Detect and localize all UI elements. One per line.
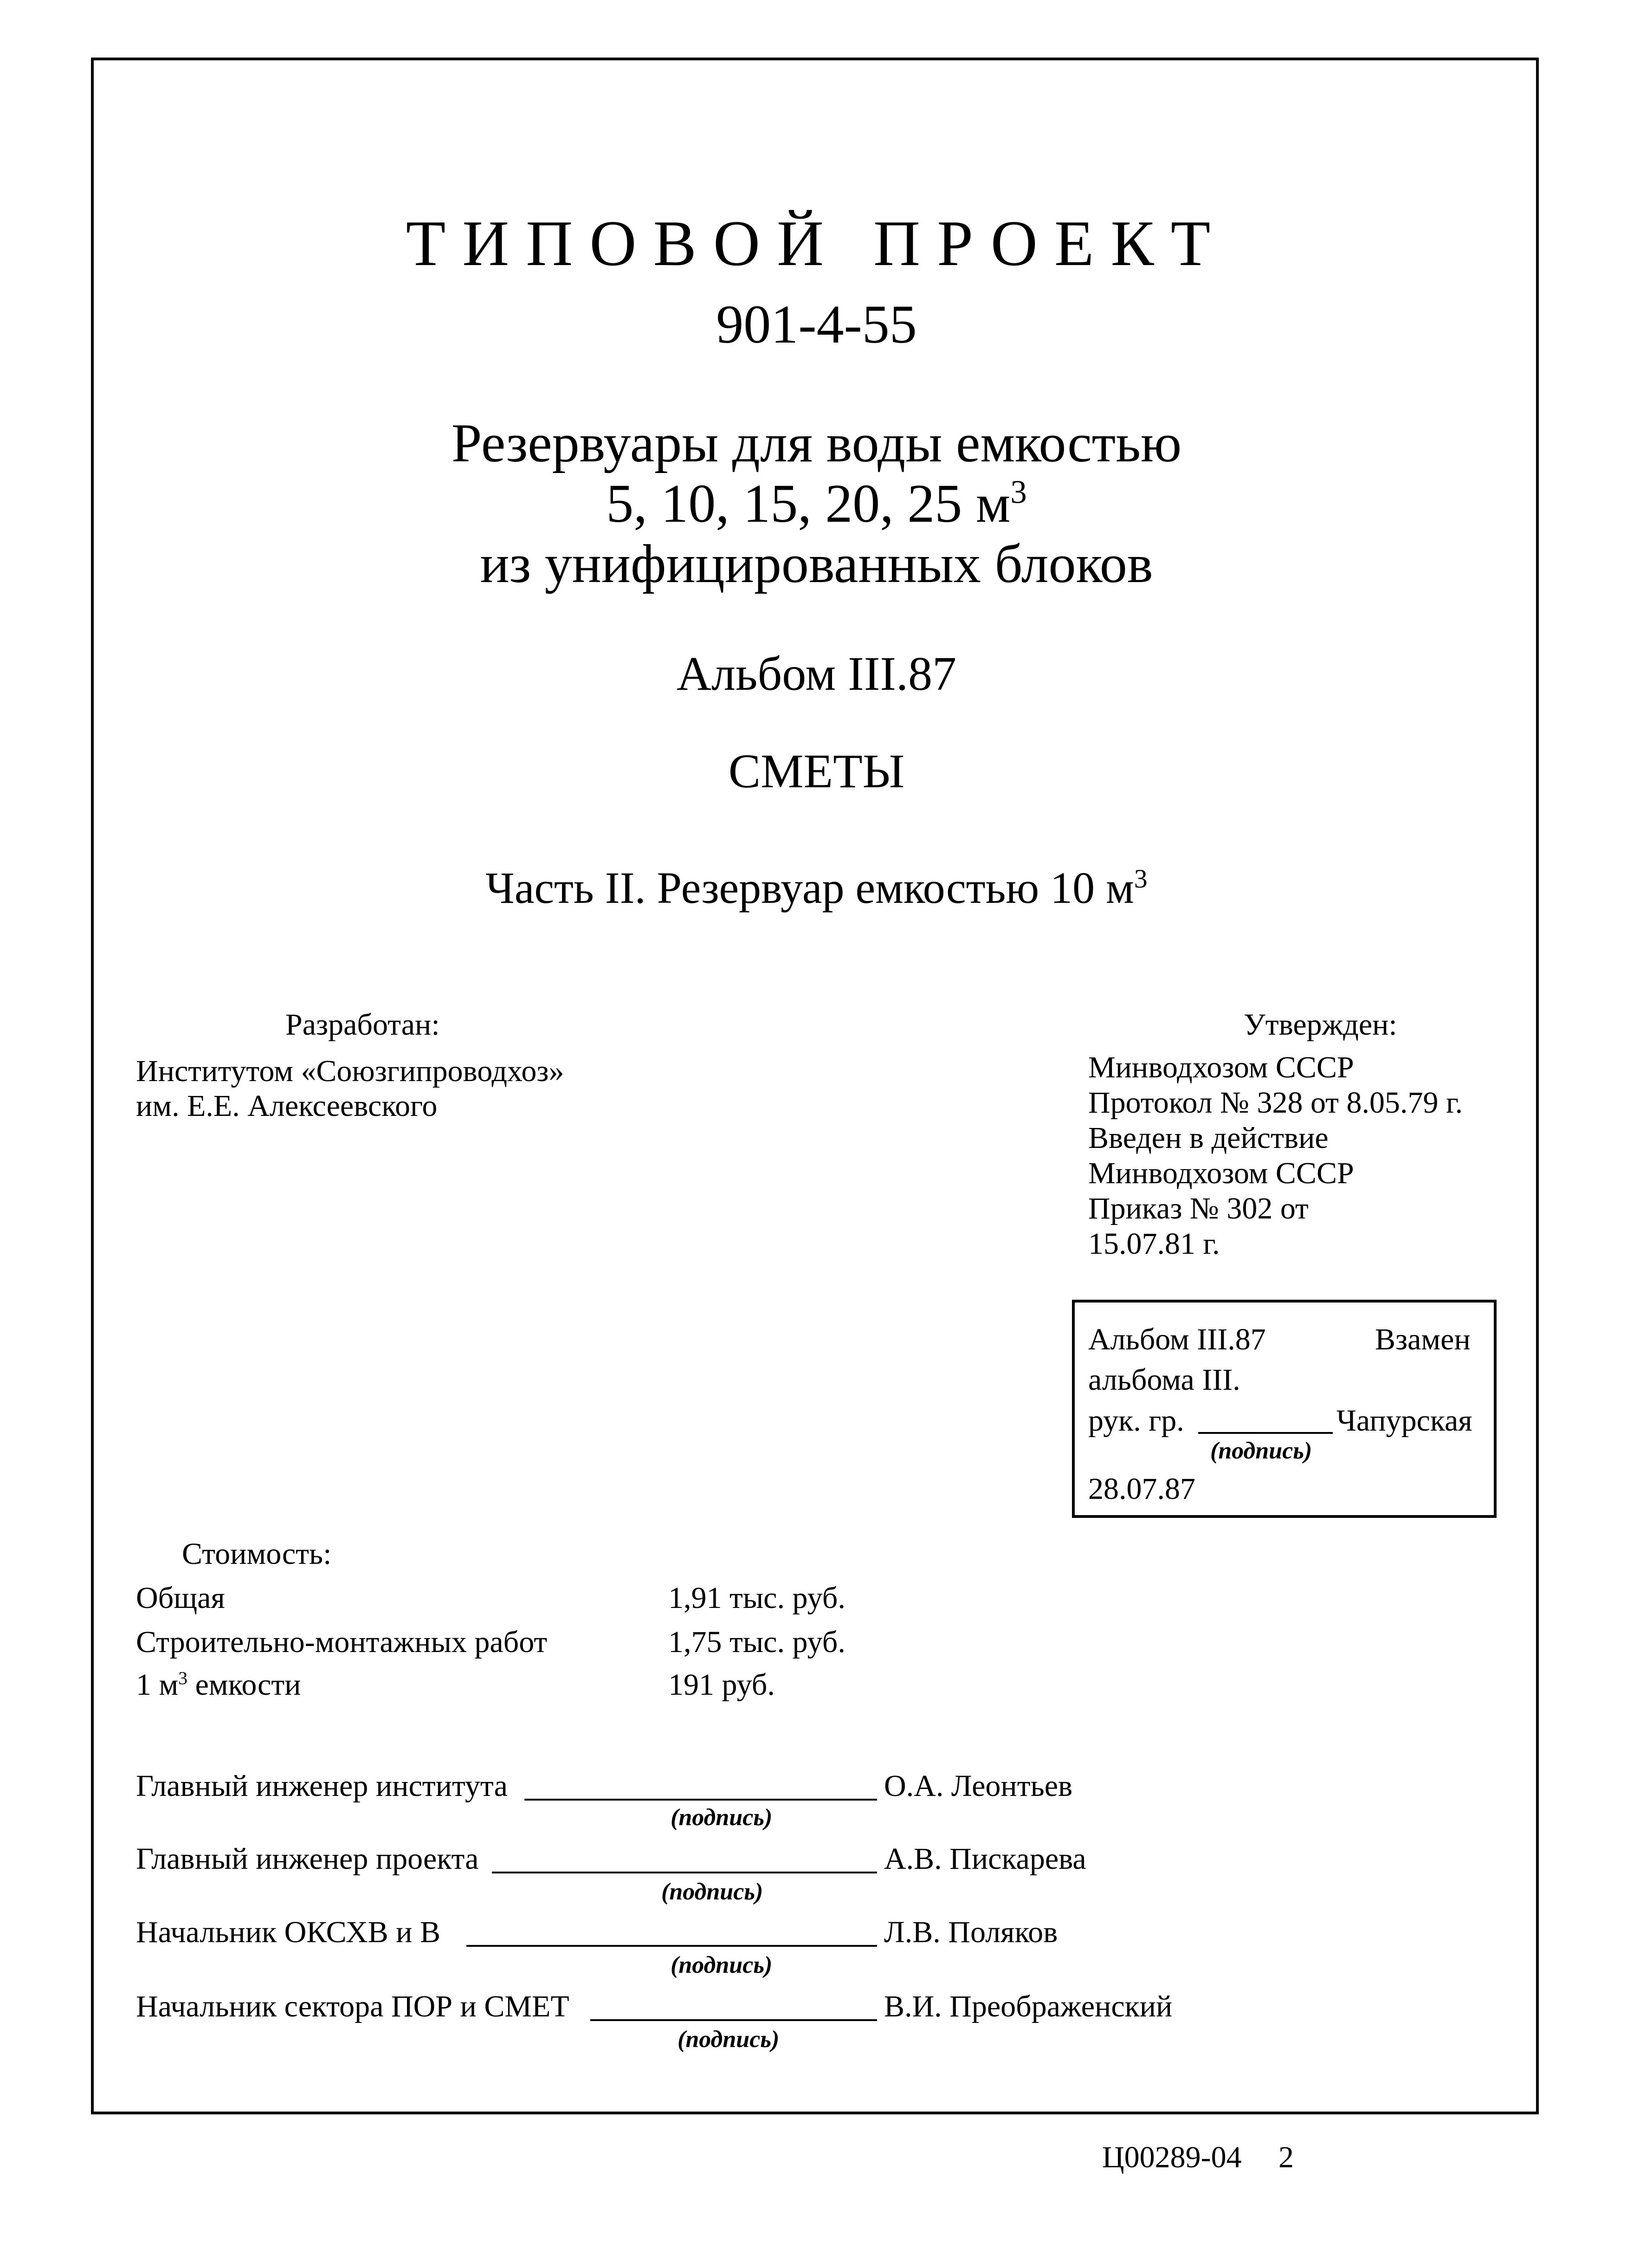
cost-row-value: 1,91 тыс. руб. (668, 1581, 846, 1615)
signature-name: Л.В. Поляков (884, 1915, 1058, 1949)
signature-line (492, 1872, 877, 1873)
cost-row-value: 191 руб. (668, 1668, 775, 1702)
signature-caption: (подпись) (661, 1879, 763, 1905)
project-name-line1: Резервуары для воды емкостью (451, 413, 1182, 473)
approved-label: Утвержден: (1244, 1008, 1397, 1042)
project-code: 901-4-55 (716, 294, 917, 355)
signature-name: О.А. Леонтьев (884, 1769, 1073, 1803)
approved-line: Минводхозом СССР (1088, 1050, 1354, 1084)
signature-line (590, 2019, 877, 2021)
cost-row-name: Общая (136, 1581, 225, 1615)
signature-line (466, 1945, 877, 1947)
project-name-line3: из унифицированных блоков (480, 533, 1153, 594)
approved-block (1088, 1050, 1463, 1262)
stamp-head-label: рук. гр. (1088, 1404, 1184, 1438)
cost-row-name: 1 $м^3$ емкости (136, 1668, 301, 1702)
signature-role: Начальник ОКСХВ и В (136, 1915, 441, 1949)
stamp-head-name: Чапурская (1336, 1404, 1472, 1438)
section-title: СМЕТЫ (728, 745, 905, 798)
cost-row-value: 1,75 тыс. руб. (668, 1625, 846, 1659)
footer-page-number: 2 (1278, 2140, 1294, 2174)
stamp-instead: Взамен (1375, 1322, 1471, 1356)
developed-label: Разработан: (285, 1008, 440, 1042)
stamp-date: 28.07.87 (1088, 1472, 1195, 1506)
project-name-line2: 5, 10, 15, 20, 25 $м^3$ (606, 473, 1027, 534)
approved-line: Минводхозом СССР (1088, 1156, 1354, 1190)
footer-doc-code: Ц00289-04 (1102, 2140, 1242, 2174)
stamp-album: Альбом III.87 (1088, 1322, 1266, 1356)
approved-line: 15.07.81 г. (1088, 1227, 1220, 1261)
signature-role: Главный инженер института (136, 1769, 508, 1803)
signature-caption: (подпись) (671, 1952, 773, 1978)
approved-line: Приказ № 302 от (1088, 1192, 1309, 1225)
stamp-album-ref: альбома III. (1088, 1363, 1240, 1397)
approved-line: Введен в действие (1088, 1121, 1329, 1155)
signature-name: А.В. Пискарева (884, 1842, 1086, 1876)
project-type-title: ТИПОВОЙ ПРОЕКТ (406, 207, 1227, 279)
developed-line1: Институтом «Союзгипроводхоз» (136, 1054, 564, 1088)
cost-label: Стоимость: (182, 1537, 332, 1571)
cost-row-name: Строительно-монтажных работ (136, 1625, 548, 1659)
album-title: Альбом III.87 (676, 647, 957, 700)
part-title: Часть II. Резервуар емкостью 10 $м^3$ (485, 863, 1148, 913)
stamp-signature-caption: (подпись) (1210, 1438, 1312, 1464)
signature-line (524, 1799, 877, 1801)
signature-caption: (подпись) (671, 1804, 773, 1831)
signature-name: В.И. Преображенский (884, 1989, 1173, 2023)
developed-line2: им. Е.Е. Алексеевского (136, 1089, 438, 1123)
stamp-signature-line (1198, 1432, 1333, 1434)
signature-role: Главный инженер проекта (136, 1842, 479, 1876)
signature-caption: (подпись) (678, 2026, 780, 2053)
project-name (0, 413, 1633, 594)
signature-role: Начальник сектора ПОР и СМЕТ (136, 1989, 569, 2023)
approved-line: Протокол № 328 от 8.05.79 г. (1088, 1086, 1463, 1120)
